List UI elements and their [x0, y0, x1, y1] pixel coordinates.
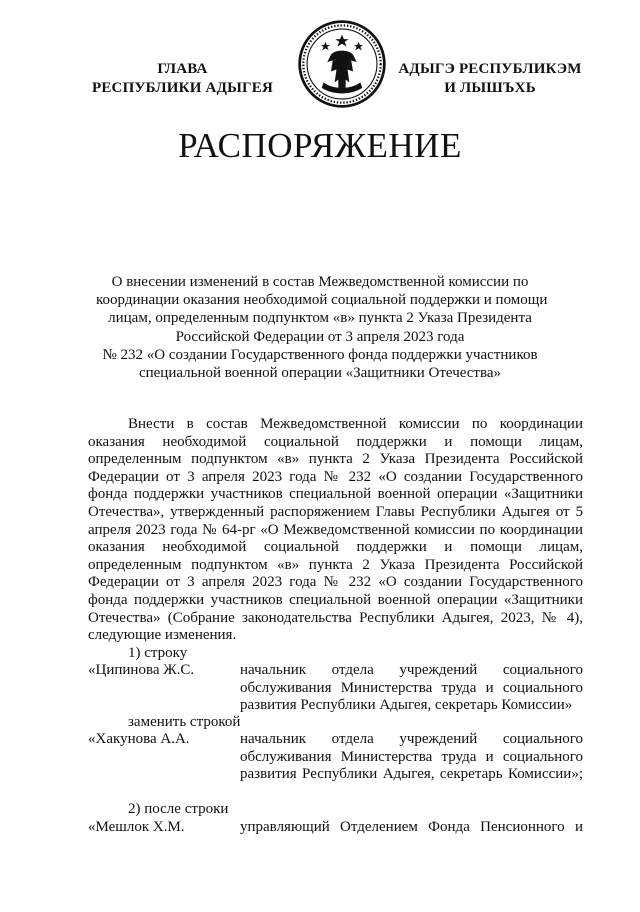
old-member-name: «Ципинова Ж.С. [88, 662, 195, 678]
item-1-label: 1) строку [128, 645, 188, 661]
item-2-label: 2) после строки [128, 801, 229, 817]
order-intro-paragraph: Внести в состав Межведомственной комиссии по координации оказания необходимой социальной поддержки и помощи лицам, определенным подпунктом «в» пункта 2 Указа Президента Российской Федерации от 3 апреля 2023 года № 232 «О создании Государственного фонда поддержки участников специальной военной операции «Защитники Отечества», утвержденный распоряжением Главы Республики Адыгея от 5 апреля 2023 года № 64-рг «О Межведомственной комиссии по координации оказания необходимой социальной поддержки и помощи лицам, определенным подпунктом «в» пункта 2 Указа Президента Российской Федерации от 3 апреля 2023 года № 232 «О создании Государственного фонда поддержки участников специальной военной операции «Защитники Отечества» (Собрание законодательства Республики Адыгея, 2023, № 4), следующие изменения. [88, 416, 583, 644]
subject-line: О внесении изменений в состав Межведомственной комиссии по [111, 274, 529, 290]
issuer-line-2-adyghe: И ЛЫШЪХЬ [444, 80, 536, 96]
old-member-position: начальник отдела учреждений социального обслуживания Министерства труда и социального развития Республики Адыгея, секретарь Комиссии» [240, 662, 583, 714]
member-position: управляющий Отделением Фонда Пенсионного и [240, 819, 583, 835]
issuer-line-1-adyghe: АДЫГЭ РЕСПУБЛИКЭМ [398, 61, 582, 77]
coat-of-arms-icon [296, 18, 388, 110]
issuer-line-1: ГЛАВА [157, 61, 208, 77]
member-name: «Мешлок Х.М. [88, 819, 185, 835]
new-member-position: начальник отдела учреждений социального обслуживания Министерства труда и социального развития Республики Адыгея, секретарь Комиссии»; [240, 731, 583, 783]
subject-line: специальной военной операции «Защитники Отечества» [138, 365, 502, 382]
subject-line: Российской Федерации от 3 апреля 2023 года [175, 328, 465, 345]
new-member-name: «Хакунова А.А. [88, 731, 190, 747]
document-subject [96, 273, 548, 382]
subject-line: лицам, определенным подпунктом «в» пункта 2 Указа Президента [108, 310, 532, 327]
subject-line: координации оказания необходимой социальной поддержки и помощи [96, 292, 548, 309]
replace-label: заменить строкой [128, 714, 241, 730]
issuer-title-russian [80, 60, 285, 98]
issuer-line-2: РЕСПУБЛИКИ АДЫГЕЯ [91, 80, 274, 96]
subject-line: № 232 «О создании Государственного фонда поддержки участников [102, 346, 538, 363]
issuer-title-adyghe [390, 60, 590, 98]
document-type-title: РАСПОРЯЖЕНИЕ [178, 126, 462, 165]
